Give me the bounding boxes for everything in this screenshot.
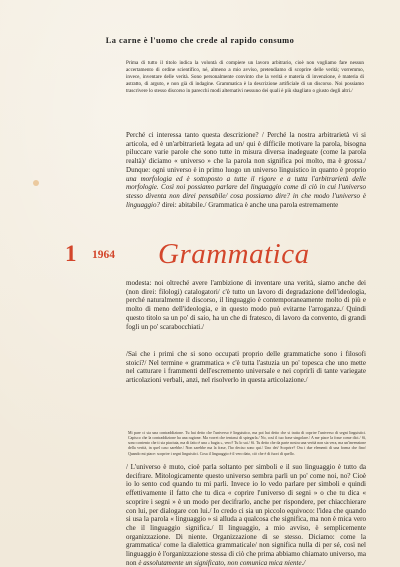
paragraph-4-main: / L'universo è muto, cioè parla soltanto per simboli e il suo linguaggio è tutto da decifrare. Mitologicamente questo universo sembra parli un po' come noi, no? Cioè io lo sento cod quando tu mi parli. Invece io lo vedo parlare per simboli e quindi effettivamente il fatto che tu dica « coprire l'universo di segni » o che tu dica « scoprire i segni » è un modo per decifrarlo, anche per rispondere, per chiacchierare con lui, per dialogare con lui./ Io credo ci sia un piccolo equivoco: l'idea che quando si usa la parola « linguaggio » si alluda a qualcosa che significa, ma non è mica vero che il linguaggio significa./ Il linguaggio, a mio avviso, è semplicemente organizzazione. Di niente. Organizzazione di se stesso. Diciamo: come la grammatica/ come la dialettica grammaticale/ non significa nulla di per sé, così nel linguaggio è l'organizzazione stessa di ciò che prima abbiamo chiamato universo, ma non — [126, 463, 366, 567]
paragraph-4-italic: è assolutamente un significato, non comunica mica niente./ — [138, 558, 306, 567]
intro-paragraph: Prima di tutto il titolo indica la volontà di compiere un lavoro arbitrario, cioè non vogliamo fare nessun accertamento di ordine scientifico, né, almeno a mio avviso, pretendiamo di scoprire delle verità; vorremmo, invece, inventare delle verità. Sono personalmente convinto che la verità e materia di invenzione, è materia di astratto, di arguto, e non già di indagine. Grammatica è la descrizione artificiale di un discorso. Noi possiamo trascrivere lo stesso discorso in parecchi modi alternativi nessuno dei quali è più sbagliato o giusto degli altri./ — [126, 60, 364, 95]
paragraph-1 — [126, 131, 366, 244]
chapter-title: Grammatica — [158, 238, 310, 270]
chapter-year: 1964 — [92, 249, 115, 261]
paragraph-2: modesta: noi oltreché avere l'ambizione di inventare una verità, siamo anche dei (non direi: filologi) catalogatori/ c'è tutto un lavoro di degradazione dell'ideologia, perché naturalmente il discorso, il linguaggio è contemporaneamente molto di più e molto di meno dell'ideologia, e in questo modo può evitarne l'arroganza./ Quindi questo titolo sa un po' di saio, ha un che di fratesco, di lavoro da convento, di grandi fogli un po' scarabocchiati./ — [126, 279, 366, 331]
running-header: La carne è l'uomo che crede al rapido consumo — [105, 36, 295, 45]
paragraph-1-italic: una morfologia ed è sottoposto a tutte il rigore e a tutta l'arbitrarietà delle morfologie. Così noi possiamo parlare del linguaggio come di ciò in cui l'universo stesso diventa non direi pensabile/ cosa possiamo dire? in che modo l'universo è linguaggio? — [126, 174, 366, 209]
footnote-block: Mi pare ci sia una contraddizione. Tu hai detto che l'universo è linguistico, ma poi hai detto che si tratta di coprire l'universo di segni linguistici. Capisco che la contraddizione ha una ragione. Ma vorrei che tentassi di spiegarla./ No, così il tuo frase singolare./ A me piace la frase come dici./ Sì, sono contento che ti sia piaciuta, ma di fatto è una « bugia », vero? Tu lo sai./ Sì. Tu detto che da parte nostra una verità non sia vera, ma un'invenzione della verità, in quel caso sarebbe./ Non sarebbe ma la frase, l'ho deciso sono qui./ Uno dei/ Scoprire? Ora i due elementi di una forma che fino/ Quando mi piace: scoprire i segni linguistici. Cosa il linguaggio è il vero dato, ciò che è di fuori di quello. — [128, 430, 366, 456]
paragraph-3: /Sai che i primi che si sono occupati proprio delle grammatiche sono i filosofi stoici?/ Nel termine « grammatica » c'è tutta l'astuzia un po' topesca che uno mette nel catturare i frammenti dell'escremento universale e nei coprirli di tante variegate articolazioni verbali, anzi, nel risolverlo in questa articolazione./ — [126, 350, 366, 385]
paragraph-1-tail: direi: abitabile./ Grammatica è anche una parola estremamente — [161, 200, 339, 209]
chapter-number: 1 — [65, 241, 77, 266]
paper-stain — [33, 180, 39, 186]
paragraph-1-lead: Perché ci interessa tanto questa descrizione? / Perché la nostra arbitrarietà vi si articola, ed è un'arbitrarietà legata ad un/ qui è difficile motivare la parola, bisogna piluccare varie parole che sono tutte in misura diversa inadeguate (come la parola realtà)/ diciamo « universo » che la parola non significa poi molto, ma è grossa./ Dunque: ogni universo è in primo luogo un universo linguistico in quanto è proprio — [126, 131, 366, 174]
paragraph-4 — [126, 463, 366, 565]
